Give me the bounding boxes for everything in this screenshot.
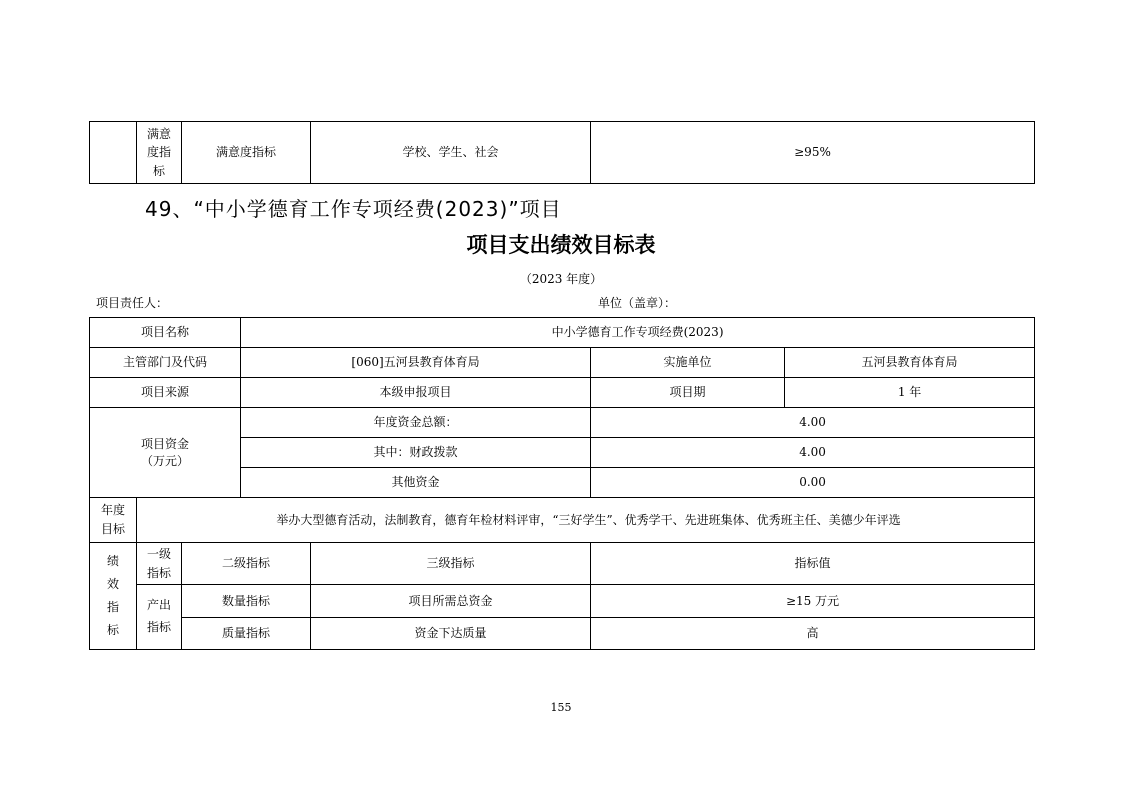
satisfaction-value: ≥95% xyxy=(591,122,1035,184)
previous-table-fragment xyxy=(89,121,1035,184)
department-value: [060]五河县教育体育局 xyxy=(241,348,591,378)
total-funds-value: 4.00 xyxy=(591,408,1035,438)
indicator-value: ≥15 万元 xyxy=(591,585,1035,618)
project-name-value: 中小学德育工作专项经费(2023) xyxy=(241,318,1035,348)
period-label: 项目期 xyxy=(591,378,785,408)
department-row xyxy=(90,348,1035,378)
satisfaction-category: 满意度指标 xyxy=(137,122,182,184)
fiscal-funds-value: 4.00 xyxy=(591,438,1035,468)
source-row xyxy=(90,378,1035,408)
level1-header: 一级指标 xyxy=(137,543,182,585)
output-indicator-label: 产出指标 xyxy=(137,585,182,650)
indicator-level2: 质量指标 xyxy=(182,618,311,650)
satisfaction-row xyxy=(90,122,1035,184)
annual-goal-label: 年度目标 xyxy=(90,498,137,543)
total-funds-row xyxy=(90,408,1035,438)
indicator-row xyxy=(90,585,1035,618)
total-funds-label: 年度资金总额： xyxy=(241,408,591,438)
other-funds-value: 0.00 xyxy=(591,468,1035,498)
other-funds-label: 其他资金 xyxy=(241,468,591,498)
indicator-level3: 项目所需总资金 xyxy=(311,585,591,618)
annual-goal-row xyxy=(90,498,1035,543)
indicator-header-row xyxy=(90,543,1035,585)
table-title: 项目支出绩效目标表 xyxy=(466,233,656,257)
implementing-unit-value: 五河县教育体育局 xyxy=(785,348,1035,378)
annual-goal-value: 举办大型德育活动，法制教育，德育年检材料评审，“三好学生”、优秀学干、先进班集体、优秀班主任、美德少年评选 xyxy=(137,498,1035,543)
department-label: 主管部门及代码 xyxy=(90,348,241,378)
value-header: 指标值 xyxy=(591,543,1035,585)
performance-indicator-label: 绩效指标 xyxy=(90,543,137,650)
year-note: （2023 年度） xyxy=(519,272,603,286)
funds-unit: （万元） xyxy=(141,453,190,468)
performance-target-table xyxy=(89,317,1035,650)
funds-label: 项目资金 xyxy=(141,437,190,452)
level2-header: 二级指标 xyxy=(182,543,311,585)
implementing-unit-label: 实施单位 xyxy=(591,348,785,378)
fiscal-funds-label: 其中：财政拨款 xyxy=(241,438,591,468)
section-heading: 49、“中小学德育工作专项经费(2023)”项目 xyxy=(145,197,562,221)
level3-header: 三级指标 xyxy=(311,543,591,585)
indicator-level2: 数量指标 xyxy=(182,585,311,618)
unit-seal-label: 单位（盖章）： xyxy=(598,296,677,310)
satisfaction-indicator2: 满意度指标 xyxy=(182,122,311,184)
page-number: 155 xyxy=(550,701,572,714)
source-label: 项目来源 xyxy=(90,378,241,408)
period-value: 1 年 xyxy=(785,378,1035,408)
satisfaction-indicator3: 学校、学生、社会 xyxy=(311,122,591,184)
source-value: 本级申报项目 xyxy=(241,378,591,408)
project-name-row xyxy=(90,318,1035,348)
funds-label-cell xyxy=(90,408,241,498)
project-name-label: 项目名称 xyxy=(90,318,241,348)
blank-cell xyxy=(90,122,137,184)
responsible-label: 项目责任人： xyxy=(96,296,169,310)
indicator-row xyxy=(90,618,1035,650)
indicator-level3: 资金下达质量 xyxy=(311,618,591,650)
indicator-value: 高 xyxy=(591,618,1035,650)
